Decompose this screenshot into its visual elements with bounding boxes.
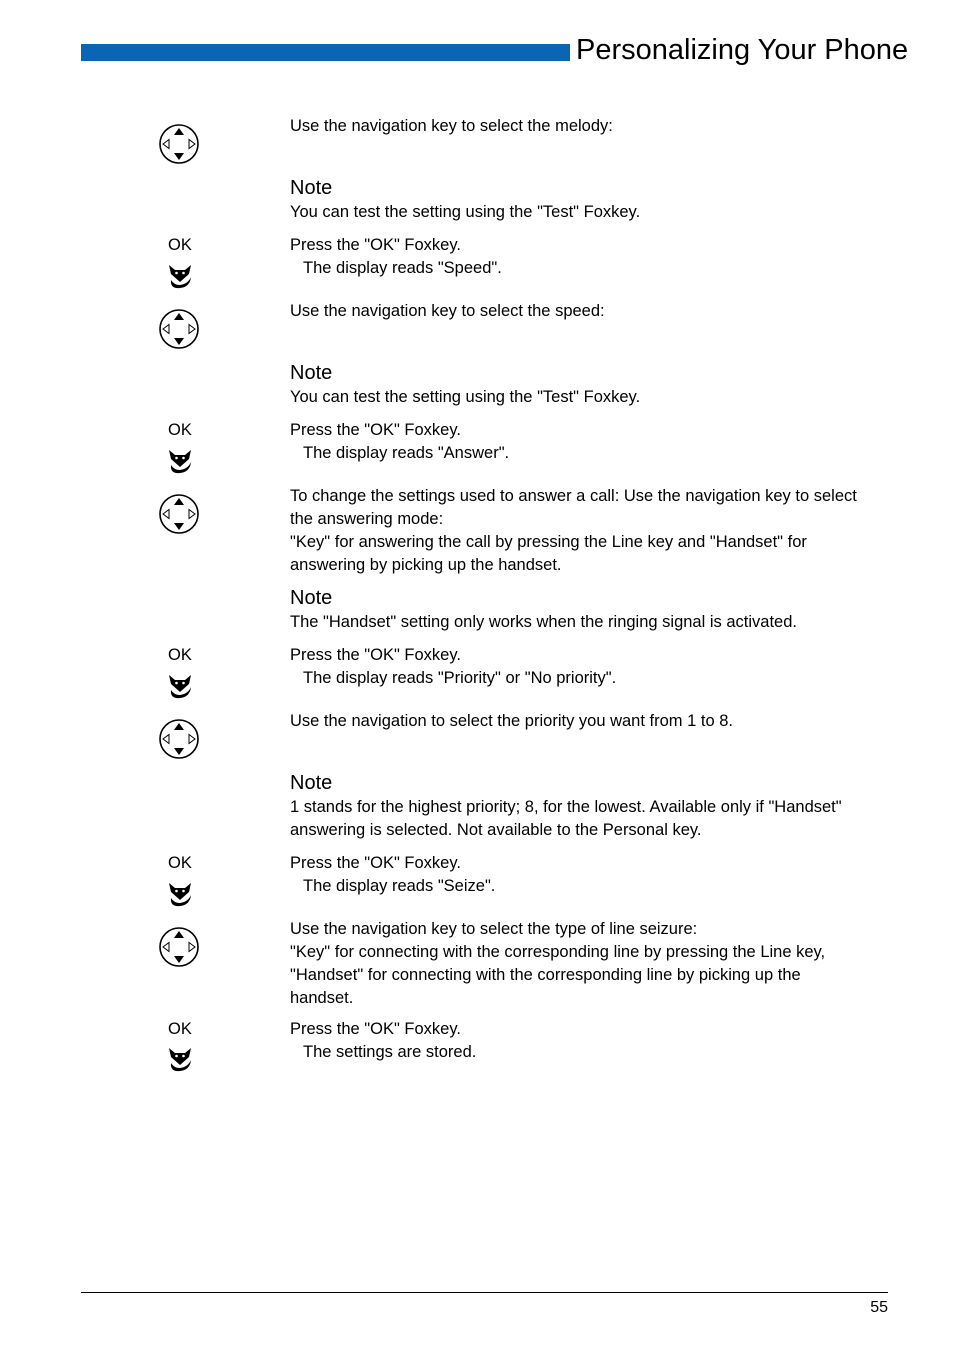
note-heading: Note (290, 587, 333, 609)
note-handset (290, 585, 797, 634)
step-ok-priority (290, 644, 616, 690)
ok-label: OK (168, 236, 192, 254)
note-text: The "Handset" setting only works when the ringing signal is activated. (290, 613, 797, 631)
note-test-melody (290, 175, 640, 224)
note-heading: Note (290, 362, 333, 384)
navigation-key-icon (158, 308, 200, 350)
foxkey-icon[interactable] (166, 1045, 194, 1073)
instruction-text: Use the navigation key to select the speed: (290, 302, 605, 320)
step-melody (290, 115, 613, 138)
step-answering-mode (290, 485, 857, 577)
instruction-text: Press the "OK" Foxkey. (290, 1020, 461, 1038)
header-accent-bar (81, 44, 570, 61)
step-speed (290, 300, 605, 323)
page-number: 55 (870, 1299, 888, 1316)
step-ok-answer (290, 419, 509, 465)
foxkey-icon[interactable] (166, 262, 194, 290)
note-text: You can test the setting using the "Test" Foxkey. (290, 388, 641, 406)
note-heading: Note (290, 177, 333, 199)
instruction-text: Use the navigation key to select the type of line seizure: (290, 920, 698, 938)
instruction-text: "Key" for answering the call by pressing the Line key and "Handset" for (290, 533, 807, 551)
page-title: Personalizing Your Phone (576, 34, 909, 66)
instruction-text: answering by picking up the handset. (290, 556, 562, 574)
note-test-speed (290, 360, 640, 409)
instruction-text: Use the navigation key to select the melody: (290, 117, 613, 135)
instruction-text: the answering mode: (290, 510, 444, 528)
result-text: The display reads "Priority" or "No priority". (303, 669, 617, 687)
instruction-text: Press the "OK" Foxkey. (290, 646, 461, 664)
instruction-text: Press the "OK" Foxkey. (290, 854, 461, 872)
result-text: The display reads "Seize". (303, 877, 496, 895)
instruction-text: Press the "OK" Foxkey. (290, 421, 461, 439)
foxkey-icon[interactable] (166, 672, 194, 700)
step-ok-speed (290, 234, 502, 280)
ok-label: OK (168, 421, 192, 439)
note-text: 1 stands for the highest priority; 8, for the lowest. Available only if "Handset" (290, 798, 842, 816)
note-heading: Note (290, 772, 333, 794)
instruction-text: "Handset" for connecting with the corresponding line by picking up the (290, 966, 801, 984)
instruction-text: Press the "OK" Foxkey. (290, 236, 461, 254)
navigation-key-icon (158, 718, 200, 760)
instruction-text: handset. (290, 989, 354, 1007)
step-line-seizure (290, 918, 825, 1010)
foxkey-icon[interactable] (166, 880, 194, 908)
ok-label: OK (168, 1020, 192, 1038)
result-text: The settings are stored. (303, 1043, 477, 1061)
note-text: answering is selected. Not available to the Personal key. (290, 821, 702, 839)
result-text: The display reads "Speed". (303, 259, 502, 277)
ok-label: OK (168, 646, 192, 664)
note-priority (290, 770, 842, 842)
navigation-key-icon (158, 926, 200, 968)
step-priority (290, 710, 733, 733)
instruction-text: Use the navigation to select the priority you want from 1 to 8. (290, 712, 733, 730)
ok-label: OK (168, 854, 192, 872)
instruction-text: "Key" for connecting with the corresponding line by pressing the Line key, (290, 943, 826, 961)
step-ok-seize (290, 852, 495, 898)
foxkey-icon[interactable] (166, 447, 194, 475)
footer-divider (81, 1292, 888, 1293)
step-ok-stored (290, 1018, 476, 1064)
note-text: You can test the setting using the "Test" Foxkey. (290, 203, 641, 221)
instruction-text: To change the settings used to answer a call: Use the navigation key to select (290, 487, 857, 505)
navigation-key-icon (158, 493, 200, 535)
navigation-key-icon (158, 123, 200, 165)
result-text: The display reads "Answer". (303, 444, 510, 462)
